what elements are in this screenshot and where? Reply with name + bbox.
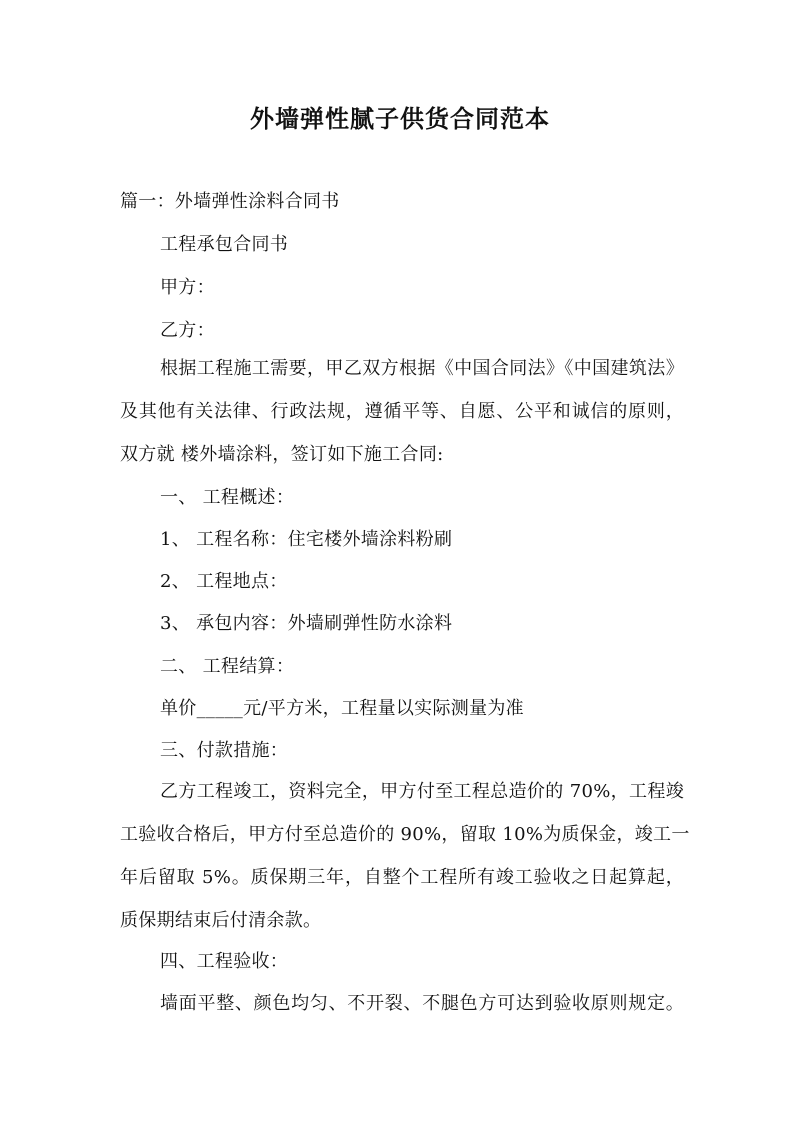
- paragraph-line: 及其他有关法律、行政法规，遵循平等、自愿、公平和诚信的原则，: [120, 401, 684, 422]
- section-heading: 篇一：外墙弹性涂料合同书: [120, 191, 340, 212]
- list-item: 2、 工程地点：: [160, 571, 288, 592]
- paragraph-line: 工验收合格后，甲方付至总造价的 90%，留取 10%为质保金，竣工一: [120, 824, 690, 845]
- paragraph-line: 乙方工程竣工，资料完全，甲方付至工程总造价的 70%，工程竣: [160, 781, 684, 802]
- paragraph-line: 单价_____元/平方米，工程量以实际测量为准: [160, 698, 524, 719]
- party-b-line: 乙方：: [160, 320, 215, 341]
- contract-subtitle: 工程承包合同书: [160, 234, 289, 255]
- party-a-line: 甲方：: [160, 277, 215, 298]
- list-item: 1、 工程名称：住宅楼外墙涂料粉刷: [160, 529, 453, 550]
- section-heading: 一、 工程概述：: [160, 487, 295, 508]
- section-heading: 二、 工程结算：: [160, 656, 295, 677]
- paragraph-line: 双方就 楼外墙涂料，签订如下施工合同:: [120, 444, 444, 465]
- paragraph-line: 质保期结束后付清余款。: [120, 910, 322, 931]
- document-title: 外墙弹性腻子供货合同范本: [250, 104, 550, 133]
- list-item: 3、 承包内容：外墙刷弹性防水涂料: [160, 613, 453, 634]
- paragraph-line: 年后留取 5%。质保期三年，自整个工程所有竣工验收之日起算起，: [120, 867, 684, 888]
- section-heading: 三、付款措施：: [160, 740, 289, 761]
- paragraph-line: 根据工程施工需要，甲乙双方根据《中国合同法》《中国建筑法》: [160, 358, 684, 379]
- paragraph-line: 墙面平整、颜色均匀、不开裂、不腿色方可达到验收原则规定。: [160, 993, 684, 1014]
- section-heading: 四、工程验收：: [160, 951, 289, 972]
